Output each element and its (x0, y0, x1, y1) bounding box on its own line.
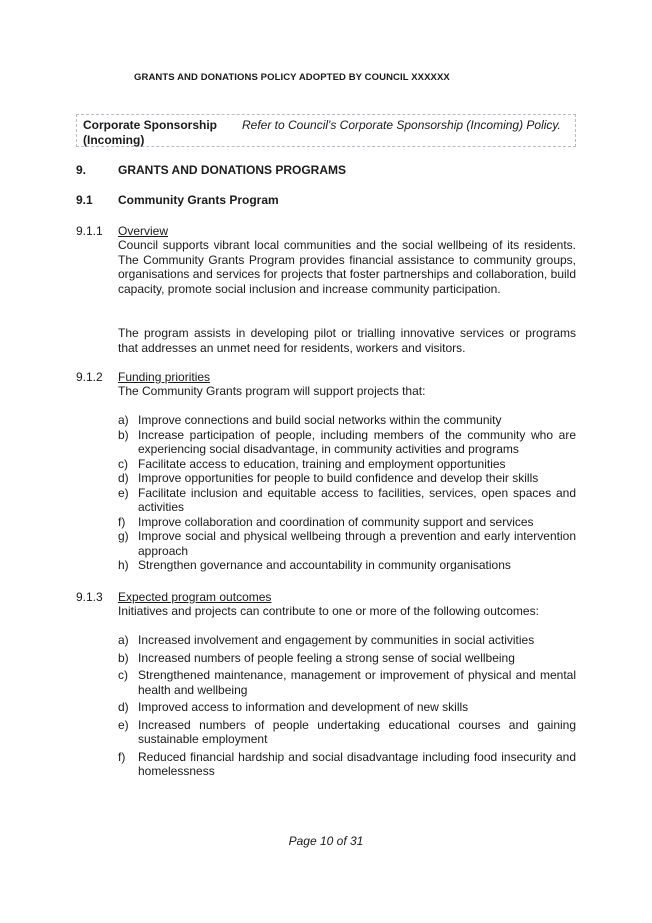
expected-outcomes-list (118, 633, 576, 782)
list-item-text: Facilitate inclusion and equitable access to facilities, services, open spaces and activities (138, 485, 576, 514)
sponsorship-label-line1: Corporate Sponsorship (83, 118, 218, 132)
overview-paragraph-1: Council supports vibrant local communities and the social wellbeing of its residents. The Community Grants Program provides financial assistance to community groups, organisations and services for projects that foster partnerships and collaboration, build capacity, promote social inclusion and increase community participation. (118, 238, 576, 296)
section-9-title: GRANTS AND DONATIONS PROGRAMS (118, 163, 346, 177)
list-marker: c) (118, 456, 128, 471)
list-item (118, 718, 576, 747)
list-marker: f) (118, 514, 126, 529)
list-item (118, 668, 576, 697)
list-item-text: Increased numbers of people undertaking educational courses and gaining sustainable employment (138, 717, 576, 746)
page-number-footer: Page 10 of 31 (288, 834, 364, 848)
list-item (118, 558, 576, 573)
section-9-1-1-number: 9.1.1 (76, 224, 103, 238)
list-item (118, 413, 576, 428)
outcomes-intro: Initiatives and projects can contribute to one or more of the following outcomes: (118, 604, 539, 618)
sponsorship-label (83, 118, 217, 148)
list-marker: b) (118, 427, 129, 442)
list-marker: g) (118, 529, 129, 543)
sponsorship-description: Refer to Council's Corporate Sponsorship (Incoming) Policy. (242, 118, 561, 132)
list-marker: d) (118, 700, 129, 714)
list-item-text: Improve social and physical wellbeing through a prevention and early intervention approach (138, 529, 576, 558)
list-item-text: Increased numbers of people feeling a strong sense of social wellbeing (138, 650, 515, 665)
list-item-text: Strengthened maintenance, management or improvement of physical and mental health and wellbeing (138, 668, 576, 697)
section-9-1-3-number: 9.1.3 (76, 590, 103, 604)
list-marker: c) (118, 668, 128, 682)
overview-paragraph-2: The program assists in developing pilot or trialling innovative services or programs that addresses an unmet need for residents, workers and visitors. (118, 326, 576, 355)
list-marker: f) (118, 749, 126, 764)
list-marker: h) (118, 558, 129, 572)
list-item (118, 471, 576, 486)
list-item-text: Improve connections and build social networks within the community (138, 413, 502, 427)
list-item-text: Improve opportunities for people to build confidence and develop their skills (138, 471, 539, 485)
list-marker: b) (118, 650, 129, 665)
list-marker: a) (118, 633, 129, 647)
list-item (118, 486, 576, 515)
list-item (118, 700, 576, 715)
list-item-text: Facilitate access to education, training and employment opportunities (138, 456, 506, 471)
list-item (118, 651, 576, 666)
list-item (118, 633, 576, 648)
section-9-1-number: 9.1 (76, 193, 93, 207)
list-item-text: Improve collaboration and coordination of community support and services (138, 514, 534, 529)
list-item (118, 428, 576, 457)
section-9-1-2-title: Funding priorities (118, 370, 211, 384)
list-item (118, 750, 576, 779)
section-9-1-1-title: Overview (118, 224, 169, 238)
list-item-text: Increase participation of people, including members of the community who are experiencing social disadvantage, in community activities and programs (138, 427, 576, 456)
sponsorship-label-line2: (Incoming) (83, 133, 145, 147)
list-item-text: Reduced financial hardship and social disadvantage including food insecurity and homelessness (138, 749, 576, 778)
list-item-text: Strengthen governance and accountability in community organisations (138, 558, 511, 572)
list-marker: e) (118, 717, 129, 732)
document-header: GRANTS AND DONATIONS POLICY ADOPTED BY COUNCIL XXXXXX (134, 72, 450, 83)
funding-priorities-list (118, 413, 576, 573)
list-item (118, 457, 576, 472)
funding-priorities-intro: The Community Grants program will support projects that: (118, 384, 426, 398)
section-9-number: 9. (76, 163, 87, 177)
list-marker: d) (118, 471, 129, 485)
list-item (118, 515, 576, 530)
list-marker: e) (118, 485, 129, 500)
section-9-1-2-number: 9.1.2 (76, 370, 103, 384)
section-9-1-title: Community Grants Program (118, 193, 279, 207)
list-marker: a) (118, 413, 129, 427)
section-9-1-3-title: Expected program outcomes (118, 590, 272, 604)
list-item-text: Improved access to information and development of new skills (138, 700, 469, 714)
list-item-text: Increased involvement and engagement by communities in social activities (138, 633, 535, 647)
list-item (118, 529, 576, 558)
